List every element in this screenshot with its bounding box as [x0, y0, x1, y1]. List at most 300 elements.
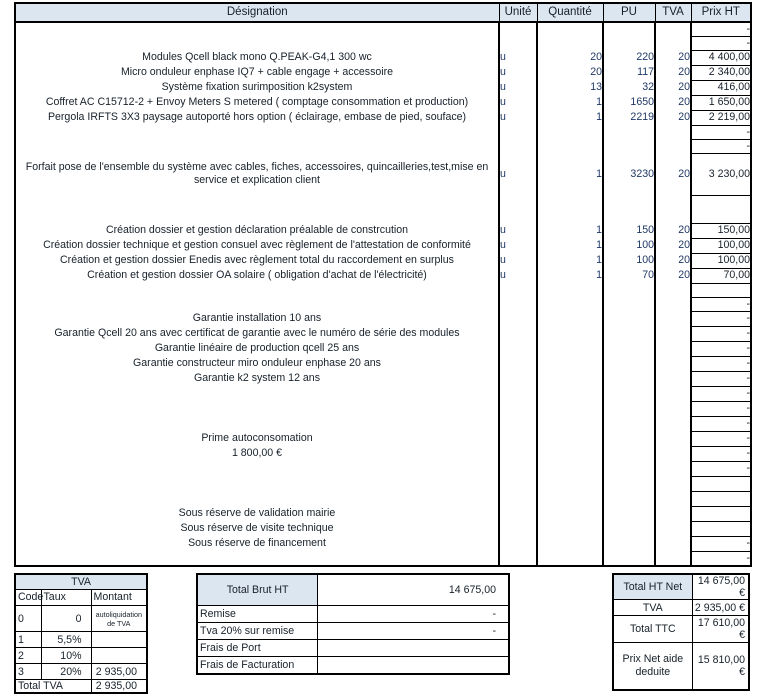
tva-code: 2 — [15, 648, 41, 664]
total-line-value — [318, 640, 509, 657]
line-item-unite — [499, 283, 537, 297]
tva-taux: 10% — [41, 648, 91, 664]
tva-rows — [15, 606, 147, 680]
line-item-unite — [499, 461, 537, 476]
line-item-unite: u — [499, 50, 537, 65]
line-item-pu: 70 — [642, 269, 654, 282]
line-item-quantite — [537, 506, 603, 521]
line-item-prix-ht: - — [691, 297, 751, 311]
total-brut-ht-label: Total Brut HT — [197, 574, 318, 606]
line-item-tva: 20 — [655, 153, 691, 195]
line-item-designation: Sous réserve de financement — [15, 536, 499, 551]
line-item-designation — [15, 491, 499, 506]
tva-montant — [91, 648, 147, 664]
line-item-designation: Coffret AC C15712-2 + Envoy Meters S metered ( comptage consommation et production) — [15, 95, 499, 110]
line-items-table — [14, 2, 752, 567]
line-item-pu — [603, 446, 655, 461]
line-item-tva — [655, 283, 691, 297]
tva-code: 3 — [15, 664, 41, 680]
line-item-prix-ht: - — [691, 311, 751, 326]
line-item-row — [15, 110, 751, 125]
summary-total-row — [613, 574, 749, 600]
tva-total-row — [15, 680, 147, 694]
column-header-designation: Désignation — [15, 3, 499, 22]
line-item-quantite: 1 — [537, 95, 603, 110]
line-item-unite — [499, 416, 537, 431]
line-item-pu — [603, 536, 655, 551]
line-item-tva — [655, 416, 691, 431]
line-item-prix-ht: - — [691, 446, 751, 461]
line-item-pu — [603, 431, 655, 446]
total-brut-ht-value: 14 675,00 — [318, 574, 509, 606]
summary-total-label: Total HT Net — [613, 574, 692, 600]
line-item-row — [15, 536, 751, 551]
line-item-row — [15, 253, 751, 268]
line-item-prix-ht: - — [691, 371, 751, 386]
line-item-pu — [603, 371, 655, 386]
tva-header-montant: Montant — [91, 590, 147, 606]
line-item-prix-ht: - — [691, 139, 751, 153]
line-item-tva — [655, 386, 691, 401]
line-item-tva: 20 — [655, 95, 691, 110]
total-line-label: Frais de Facturation — [197, 657, 318, 675]
line-item-designation: Garantie linéaire de production qcell 25 ans — [15, 341, 499, 356]
line-item-designation: Pergola IRFTS 3X3 paysage autoporté hors option ( éclairage, embase de pied, souface) — [15, 110, 499, 125]
total-line-row — [197, 657, 509, 675]
line-item-designation — [15, 386, 499, 401]
line-item-row — [15, 22, 751, 36]
line-item-prix-ht: - — [691, 125, 751, 139]
line-item-quantite — [537, 195, 603, 223]
total-line-value: - — [318, 606, 509, 623]
line-item-prix-ht: 2 340,00 — [691, 65, 751, 80]
line-item-quantite — [537, 297, 603, 311]
line-item-designation: Garantie Qcell 20 ans avec certificat de garantie avec le numéro de série des modules — [15, 326, 499, 341]
tva-total-label: Total TVA — [15, 680, 91, 694]
line-items-header-row — [15, 3, 751, 22]
line-item-prix-ht: - — [691, 326, 751, 341]
line-item-designation: Création dossier technique et gestion consuel avec règlement de l'attestation de conformité — [15, 238, 499, 253]
line-item-quantite: 1 — [537, 153, 603, 195]
line-item-quantite — [537, 476, 603, 491]
tva-header-taux: Taux — [41, 590, 91, 606]
tva-code: 1 — [15, 632, 41, 648]
line-item-tva — [655, 125, 691, 139]
line-item-prix-ht: 100,00 — [691, 238, 751, 253]
line-item-tva — [655, 401, 691, 416]
tva-row — [15, 648, 147, 664]
tva-taux: 20% — [41, 664, 91, 680]
line-item-pu — [603, 416, 655, 431]
line-item-tva — [655, 446, 691, 461]
line-item-prix-ht: 1 650,00 — [691, 95, 751, 110]
line-item-pu — [603, 139, 655, 153]
line-item-quantite: 13 — [537, 80, 603, 95]
line-item-quantite: 20 — [537, 50, 603, 65]
line-item-quantite: 1 — [537, 238, 603, 253]
line-item-designation: Création et gestion dossier Enedis avec règlement total du raccordement en surplus — [15, 253, 499, 268]
line-item-pu — [603, 476, 655, 491]
tva-montant: autoliquidation de TVA — [91, 606, 147, 632]
line-item-tva: 20 — [655, 80, 691, 95]
line-item-row — [15, 139, 751, 153]
tva-montant: 2 935,00 — [91, 664, 147, 680]
line-item-prix-ht: - — [691, 461, 751, 476]
line-item-tva — [655, 297, 691, 311]
tva-title-row — [15, 574, 147, 590]
column-header-tva: TVA — [655, 3, 691, 22]
line-item-prix-ht: 416,00 — [691, 80, 751, 95]
line-item-row — [15, 491, 751, 506]
line-item-quantite — [537, 125, 603, 139]
summary-total-value: 14 675,00 € — [692, 574, 749, 600]
line-item-tva — [655, 36, 691, 50]
tva-header-row — [15, 590, 147, 606]
line-item-unite: u — [499, 95, 537, 110]
line-item-unite — [499, 36, 537, 50]
totals-middle-table — [196, 573, 510, 675]
line-item-unite — [499, 356, 537, 371]
line-item-designation: Garantie constructeur miro onduleur enphase 20 ans — [15, 356, 499, 371]
line-item-pu — [603, 341, 655, 356]
line-item-row — [15, 551, 751, 566]
line-item-unite: u — [499, 223, 537, 238]
line-item-tva: 20 — [655, 50, 691, 65]
line-item-tva — [655, 195, 691, 223]
line-item-unite — [499, 22, 537, 36]
line-item-tva: 20 — [655, 110, 691, 125]
line-item-unite — [499, 476, 537, 491]
line-item-quantite — [537, 22, 603, 36]
line-item-designation — [15, 416, 499, 431]
summary-total-row — [613, 600, 749, 616]
total-line-value — [318, 657, 509, 675]
line-item-prix-ht: 4 400,00 — [691, 50, 751, 65]
line-item-tva — [655, 371, 691, 386]
line-item-designation: Micro onduleur enphase IQ7 + cable engage + accessoire — [15, 65, 499, 80]
line-item-quantite — [537, 551, 603, 566]
line-item-designation — [15, 283, 499, 297]
line-item-unite — [499, 551, 537, 566]
line-item-prix-ht — [691, 506, 751, 521]
line-item-row — [15, 223, 751, 238]
line-item-quantite — [537, 491, 603, 506]
line-item-quantite — [537, 536, 603, 551]
line-item-unite — [499, 401, 537, 416]
line-item-quantite — [537, 326, 603, 341]
line-item-pu: 220 — [636, 51, 654, 64]
line-item-pu — [603, 195, 655, 223]
line-item-row — [15, 326, 751, 341]
totals-right-table — [612, 573, 750, 691]
line-item-designation: Garantie installation 10 ans — [15, 311, 499, 326]
line-item-pu — [603, 356, 655, 371]
line-item-tva — [655, 536, 691, 551]
summary-total-value: 2 935,00 € — [692, 600, 749, 616]
line-item-row — [15, 401, 751, 416]
line-item-quantite: 1 — [537, 253, 603, 268]
line-item-unite — [499, 371, 537, 386]
line-item-row — [15, 446, 751, 461]
column-header-quantite: Quantité — [537, 3, 603, 22]
total-line-value: - — [318, 623, 509, 640]
line-item-designation: Système fixation surimposition k2system — [15, 80, 499, 95]
line-item-unite: u — [499, 110, 537, 125]
line-item-tva: 20 — [655, 253, 691, 268]
total-line-row — [197, 606, 509, 623]
line-item-unite — [499, 536, 537, 551]
line-item-row — [15, 386, 751, 401]
line-item-prix-ht — [691, 491, 751, 506]
line-item-unite: u — [499, 153, 537, 195]
column-header-unite: Unité — [499, 3, 537, 22]
line-item-tva — [655, 341, 691, 356]
summary-total-row — [613, 616, 749, 643]
line-item-unite: u — [499, 268, 537, 283]
line-item-row — [15, 125, 751, 139]
line-item-unite — [499, 139, 537, 153]
line-item-pu — [603, 311, 655, 326]
line-item-prix-ht: - — [691, 22, 751, 36]
line-item-pu — [603, 461, 655, 476]
line-item-pu: 2219 — [630, 111, 654, 124]
tva-table-title: TVA — [15, 574, 147, 590]
line-item-prix-ht: - — [691, 431, 751, 446]
line-item-row — [15, 521, 751, 536]
line-item-quantite: 20 — [537, 65, 603, 80]
line-item-row — [15, 283, 751, 297]
line-item-prix-ht: - — [691, 551, 751, 566]
line-item-pu — [603, 506, 655, 521]
line-item-pu — [603, 22, 655, 36]
line-item-unite — [499, 125, 537, 139]
total-line-row — [197, 623, 509, 640]
line-item-quantite — [537, 461, 603, 476]
line-item-pu — [603, 125, 655, 139]
line-item-unite — [499, 386, 537, 401]
line-item-designation — [15, 195, 499, 223]
line-item-tva — [655, 311, 691, 326]
line-item-tva — [655, 461, 691, 476]
line-item-prix-ht: 150,00 — [691, 223, 751, 238]
line-item-tva — [655, 356, 691, 371]
line-item-tva: 20 — [655, 238, 691, 253]
line-item-row — [15, 506, 751, 521]
line-item-quantite — [537, 139, 603, 153]
line-item-quantite: 1 — [537, 110, 603, 125]
line-item-row — [15, 36, 751, 50]
line-item-tva — [655, 326, 691, 341]
line-item-unite: u — [499, 238, 537, 253]
line-item-pu — [603, 386, 655, 401]
line-item-quantite — [537, 356, 603, 371]
line-item-prix-ht: - — [691, 416, 751, 431]
line-item-row — [15, 268, 751, 283]
summary-total-value: 17 610,00 € — [692, 616, 749, 643]
column-header-prix-ht: Prix HT — [691, 3, 751, 22]
line-item-row — [15, 461, 751, 476]
line-item-row — [15, 416, 751, 431]
line-item-quantite — [537, 311, 603, 326]
line-item-pu: 1650 — [630, 96, 654, 109]
line-item-pu — [603, 283, 655, 297]
line-item-pu: 100 — [636, 239, 654, 252]
line-item-prix-ht: 2 219,00 — [691, 110, 751, 125]
total-line-row — [197, 640, 509, 657]
line-item-prix-ht: - — [691, 356, 751, 371]
line-item-prix-ht: - — [691, 341, 751, 356]
total-line-label: Tva 20% sur remise — [197, 623, 318, 640]
line-item-unite: u — [499, 65, 537, 80]
line-item-unite — [499, 326, 537, 341]
line-item-designation: Forfait pose de l'ensemble du système avec cables, fiches, accessoires, quincailleries,test,mise en service et explication client — [15, 153, 499, 195]
line-item-row — [15, 238, 751, 253]
tva-code: 0 — [15, 606, 41, 632]
line-item-pu — [603, 521, 655, 536]
line-item-prix-ht: 70,00 — [691, 268, 751, 283]
line-item-pu — [603, 491, 655, 506]
line-item-prix-ht: - — [691, 386, 751, 401]
line-item-tva — [655, 476, 691, 491]
line-item-unite: u — [499, 80, 537, 95]
line-item-tva — [655, 431, 691, 446]
line-item-row — [15, 341, 751, 356]
line-item-prix-ht — [691, 476, 751, 491]
line-item-prix-ht — [691, 521, 751, 536]
line-item-unite — [499, 491, 537, 506]
line-item-quantite — [537, 36, 603, 50]
line-item-quantite — [537, 371, 603, 386]
total-brut-row — [197, 574, 509, 606]
tva-taux: 5,5% — [41, 632, 91, 648]
line-item-quantite — [537, 446, 603, 461]
line-item-prix-ht: - — [691, 401, 751, 416]
line-item-unite — [499, 521, 537, 536]
line-item-unite — [499, 297, 537, 311]
line-item-quantite — [537, 386, 603, 401]
line-item-row — [15, 65, 751, 80]
line-item-designation — [15, 476, 499, 491]
line-item-designation: Création et gestion dossier OA solaire ( obligation d'achat de l'électricité) — [15, 268, 499, 283]
tva-taux: 0 — [41, 606, 91, 632]
summary-total-row — [613, 643, 749, 691]
line-item-quantite — [537, 431, 603, 446]
line-item-unite: u — [499, 253, 537, 268]
line-item-designation — [15, 36, 499, 50]
total-line-label: Frais de Port — [197, 640, 318, 657]
line-item-tva — [655, 491, 691, 506]
line-item-quantite — [537, 401, 603, 416]
line-item-pu — [603, 401, 655, 416]
totals-middle-rows — [197, 606, 509, 675]
line-item-designation: Sous réserve de visite technique — [15, 521, 499, 536]
line-item-prix-ht — [691, 283, 751, 297]
line-item-prix-ht — [691, 195, 751, 223]
line-item-designation: 1 800,00 € — [15, 446, 499, 461]
line-items-body — [15, 22, 751, 566]
line-item-pu: 32 — [642, 81, 654, 94]
line-item-pu — [603, 297, 655, 311]
line-item-unite — [499, 311, 537, 326]
line-item-designation — [15, 139, 499, 153]
line-item-designation: Création dossier et gestion déclaration préalable de constrcution — [15, 223, 499, 238]
summary-total-label: TVA — [613, 600, 692, 616]
line-item-quantite: 1 — [537, 223, 603, 238]
line-item-pu: 150 — [636, 224, 654, 237]
line-item-tva: 20 — [655, 268, 691, 283]
summary-total-label: Total TTC — [613, 616, 692, 643]
tva-breakdown-table — [14, 573, 148, 694]
line-item-prix-ht: 100,00 — [691, 253, 751, 268]
line-item-pu: 100 — [636, 254, 654, 267]
line-item-quantite — [537, 521, 603, 536]
line-item-designation: Garantie k2 system 12 ans — [15, 371, 499, 386]
line-item-unite — [499, 341, 537, 356]
line-item-unite — [499, 506, 537, 521]
line-item-designation — [15, 297, 499, 311]
column-header-pu: PU — [603, 3, 655, 22]
line-item-designation — [15, 125, 499, 139]
line-item-row — [15, 311, 751, 326]
line-item-row — [15, 371, 751, 386]
line-item-designation: Modules Qcell black mono Q.PEAK-G4,1 300 wc — [15, 50, 499, 65]
tva-row — [15, 632, 147, 648]
line-item-pu — [603, 326, 655, 341]
summary-total-label: Prix Net aide deduite — [613, 643, 692, 691]
line-item-pu — [603, 551, 655, 566]
line-item-row — [15, 297, 751, 311]
line-item-tva — [655, 22, 691, 36]
tva-row — [15, 606, 147, 632]
line-item-quantite — [537, 416, 603, 431]
line-item-designation — [15, 22, 499, 36]
line-item-designation: Prime autoconsomation — [15, 431, 499, 446]
tva-montant — [91, 632, 147, 648]
line-item-tva: 20 — [655, 223, 691, 238]
line-item-row — [15, 195, 751, 223]
line-item-prix-ht: - — [691, 536, 751, 551]
line-item-row — [15, 80, 751, 95]
line-item-quantite: 1 — [537, 268, 603, 283]
line-item-unite — [499, 195, 537, 223]
line-item-row — [15, 50, 751, 65]
line-item-unite — [499, 431, 537, 446]
line-item-pu: 117 — [637, 66, 654, 79]
line-item-unite — [499, 446, 537, 461]
line-item-tva — [655, 521, 691, 536]
line-item-row — [15, 153, 751, 195]
line-item-designation — [15, 401, 499, 416]
line-item-designation: Sous réserve de validation mairie — [15, 506, 499, 521]
line-item-quantite — [537, 341, 603, 356]
tva-total-value: 2 935,00 — [91, 680, 147, 694]
line-item-prix-ht: - — [691, 36, 751, 50]
line-item-tva: 20 — [655, 65, 691, 80]
line-item-pu: 3230 — [630, 167, 654, 180]
tva-row — [15, 664, 147, 680]
tva-header-code: Code — [15, 590, 41, 606]
line-item-pu — [603, 36, 655, 50]
line-item-tva — [655, 139, 691, 153]
line-item-designation — [15, 551, 499, 566]
line-item-prix-ht: 3 230,00 — [691, 153, 751, 195]
line-item-row — [15, 95, 751, 110]
summary-total-value: 15 810,00 € — [692, 643, 749, 691]
total-line-label: Remise — [197, 606, 318, 623]
line-item-tva — [655, 506, 691, 521]
totals-right-rows — [613, 574, 749, 690]
line-item-quantite — [537, 283, 603, 297]
